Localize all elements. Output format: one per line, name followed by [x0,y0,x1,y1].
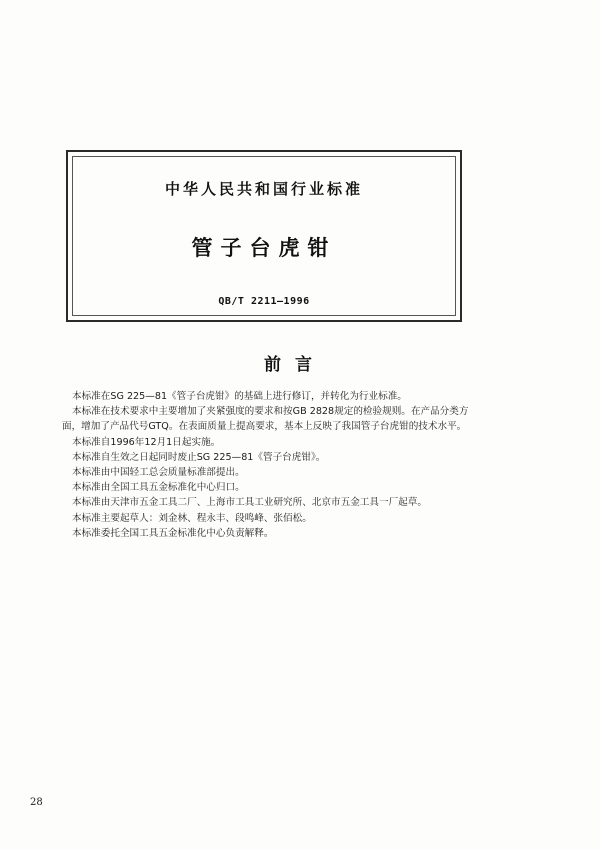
foreword-paragraph: 本标准在SG 225—81《管子台虎钳》的基础上进行修订，并转化为行业标准。 [72,391,407,402]
foreword-paragraph: 本标准自1996年12月1日起实施。 [72,436,221,448]
standard-organization: 中华人民共和国行业标准 [164,180,363,198]
standard-title-box [66,150,462,322]
foreword-paragraph: 本标准主要起草人：刘金林、程永丰、段鸣峰、张佰松。 [72,512,312,524]
foreword-paragraph: 本标准自生效之日起同时废止SG 225—81《管子台虎钳》。 [72,451,326,463]
foreword-heading: 前言 [264,355,326,375]
standard-code: QB/T 2211—1996 [218,296,310,307]
standard-title: 管子台虎钳 [191,236,337,260]
foreword-paragraph: 本标准委托全国工具五金标准化中心负责解释。 [72,527,274,539]
foreword-paragraph: 本标准由天津市五金工具二厂、上海市工具工业研究所、北京市五金工具一厂起草。 [72,497,427,509]
foreword-paragraph: 本标准由全国工具五金标准化中心归口。 [72,482,245,494]
foreword-paragraph: 本标准由中国轻工总会质量标准部提出。 [72,467,245,479]
foreword-paragraph: 本标准在技术要求中主要增加了夹紧强度的要求和按GB 2828规定的检验规则。在产品分类方面，增加了产品代号GTQ。在表面质量上提高要求，基本上反映了我国管子台虎钳的技术水平。 [62,406,469,433]
page-number: 28 [30,797,43,808]
foreword-body [62,389,487,541]
